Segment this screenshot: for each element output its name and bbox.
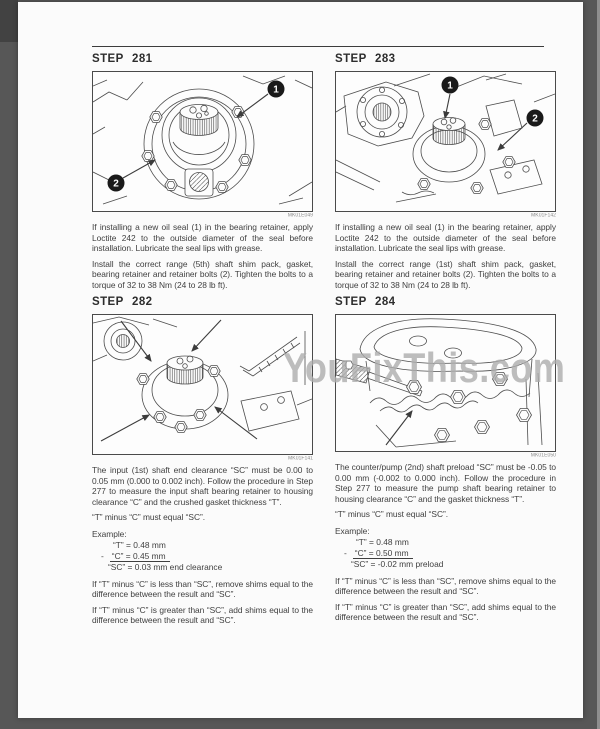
example-minuend: “T” = 0.48 mm bbox=[113, 540, 166, 550]
figure-id-label: MK01E049 bbox=[287, 213, 313, 219]
step-heading: STEP 283 bbox=[335, 53, 396, 65]
figure-step-283 bbox=[335, 71, 556, 212]
step-section-282 bbox=[92, 296, 313, 626]
paragraph: If “T” minus “C” is less than “SC”, remove shims equal to the difference between the result and “SC”. bbox=[92, 578, 313, 600]
callout-1-badge bbox=[268, 81, 285, 98]
formula-rule: “T” minus “C” must equal “SC”. bbox=[92, 512, 205, 522]
minus-sign: - bbox=[344, 547, 347, 558]
watermark: YouFixThis.com bbox=[283, 344, 566, 391]
pointer-arrow-icon bbox=[101, 415, 149, 441]
figure-step-284 bbox=[335, 314, 556, 452]
bearing-retainer-topview-illustration bbox=[93, 72, 312, 211]
figure-step-281 bbox=[92, 71, 313, 212]
pump-shaft-retainer-illustration bbox=[336, 72, 555, 211]
example-subtrahend: “C” = 0.50 mm bbox=[353, 548, 413, 560]
paragraph: If “T” minus “C” is less than “SC”, remove shims equal to the difference between the result and “SC”. bbox=[335, 575, 556, 597]
figure-step-282 bbox=[92, 314, 313, 455]
step-heading: STEP 282 bbox=[92, 296, 153, 308]
paragraph: If installing a new oil seal (1) in the bearing retainer, apply Loctite 242 to the outside diameter of the seal before installation. Lubricate the seal lips with grease. bbox=[92, 222, 313, 253]
pointer-arrow-icon bbox=[192, 320, 221, 351]
example-result: “SC” = 0.03 mm end clearance bbox=[108, 562, 223, 573]
paragraph: If installing a new oil seal (1) in the bearing retainer, apply Loctite 242 to the outside diameter of the seal before installation. Lubricate the seal lips with grease. bbox=[335, 222, 556, 253]
paragraph: Install the correct range (5th) shaft shim pack, gasket, bearing retainer and retainer bolts (2). Tighten the bolts to a torque of 32 to 38 Nm (24 to 28 lb ft). bbox=[92, 258, 313, 290]
svg-text:2: 2 bbox=[113, 178, 119, 190]
left-column bbox=[92, 53, 313, 631]
example-subtraction-row bbox=[92, 551, 313, 563]
paragraph: Install the correct range (1st) shaft shim pack, gasket, bearing retainer and retainer bolts (2). Tighten the bolts to a torque of 32 to 38 Nm (24 to 28 lb ft). bbox=[335, 258, 556, 290]
callout-2-badge bbox=[527, 110, 544, 127]
pointer-arrow-icon bbox=[386, 411, 412, 445]
step-section-281 bbox=[92, 53, 313, 290]
figure-id-label: MK01E050 bbox=[530, 453, 556, 459]
example-calculation bbox=[92, 540, 313, 573]
step-heading: STEP 281 bbox=[92, 53, 153, 65]
svg-text:2: 2 bbox=[532, 113, 538, 125]
example-subtraction-row bbox=[335, 548, 556, 560]
svg-text:1: 1 bbox=[273, 84, 279, 96]
example-label: Example: bbox=[92, 528, 127, 539]
callout-1-badge bbox=[442, 77, 459, 94]
right-column bbox=[335, 53, 556, 628]
header-rule bbox=[92, 46, 544, 47]
paragraph: The counter/pump (2nd) shaft preload “SC” must be -0.05 to 0.00 mm (-0.002 to 0.000 inch). Follow the procedure in Step 277 to measure the pump shaft bearing retainer to housing clearance “C” and the gasket thickness “T”. bbox=[335, 462, 556, 504]
viewer-corner-shadow bbox=[0, 0, 18, 42]
paragraph: The input (1st) shaft end clearance “SC” must be 0.00 to 0.05 mm (0.000 to 0.002 inch). Follow the procedure in Step 277 to measure the input shaft bearing retainer to housing clearance “C” and the crushed gasket thickness “T”. bbox=[92, 465, 313, 507]
feeler-gauge-measurement-illustration bbox=[336, 315, 555, 451]
paragraph: If “T” minus “C” is greater than “SC”, add shims equal to the difference between the result and “SC”. bbox=[92, 604, 313, 626]
step-heading: STEP 284 bbox=[335, 296, 396, 308]
step-section-284 bbox=[335, 296, 556, 623]
paragraph: If “T” minus “C” is greater than “SC”, add shims equal to the difference between the result and “SC”. bbox=[335, 601, 556, 623]
svg-text:1: 1 bbox=[447, 80, 453, 92]
example-minuend: “T” = 0.48 mm bbox=[356, 537, 409, 547]
manual-page bbox=[18, 2, 583, 718]
callout-arrow-icon bbox=[445, 94, 450, 118]
formula-rule: “T” minus “C” must equal “SC”. bbox=[335, 509, 448, 519]
example-result: “SC” = -0.02 mm preload bbox=[351, 559, 444, 570]
callout-2-badge bbox=[108, 175, 125, 192]
callout-arrow-icon bbox=[237, 94, 268, 117]
example-label: Example: bbox=[335, 525, 370, 536]
input-shaft-retainer-illustration bbox=[93, 315, 312, 454]
figure-id-label: MK01F142 bbox=[531, 213, 556, 219]
figure-id-label: MK01F141 bbox=[288, 456, 313, 462]
minus-sign: - bbox=[101, 550, 104, 561]
step-section-283 bbox=[335, 53, 556, 290]
example-subtrahend: “C” = 0.45 mm bbox=[110, 551, 170, 563]
example-calculation bbox=[335, 537, 556, 570]
